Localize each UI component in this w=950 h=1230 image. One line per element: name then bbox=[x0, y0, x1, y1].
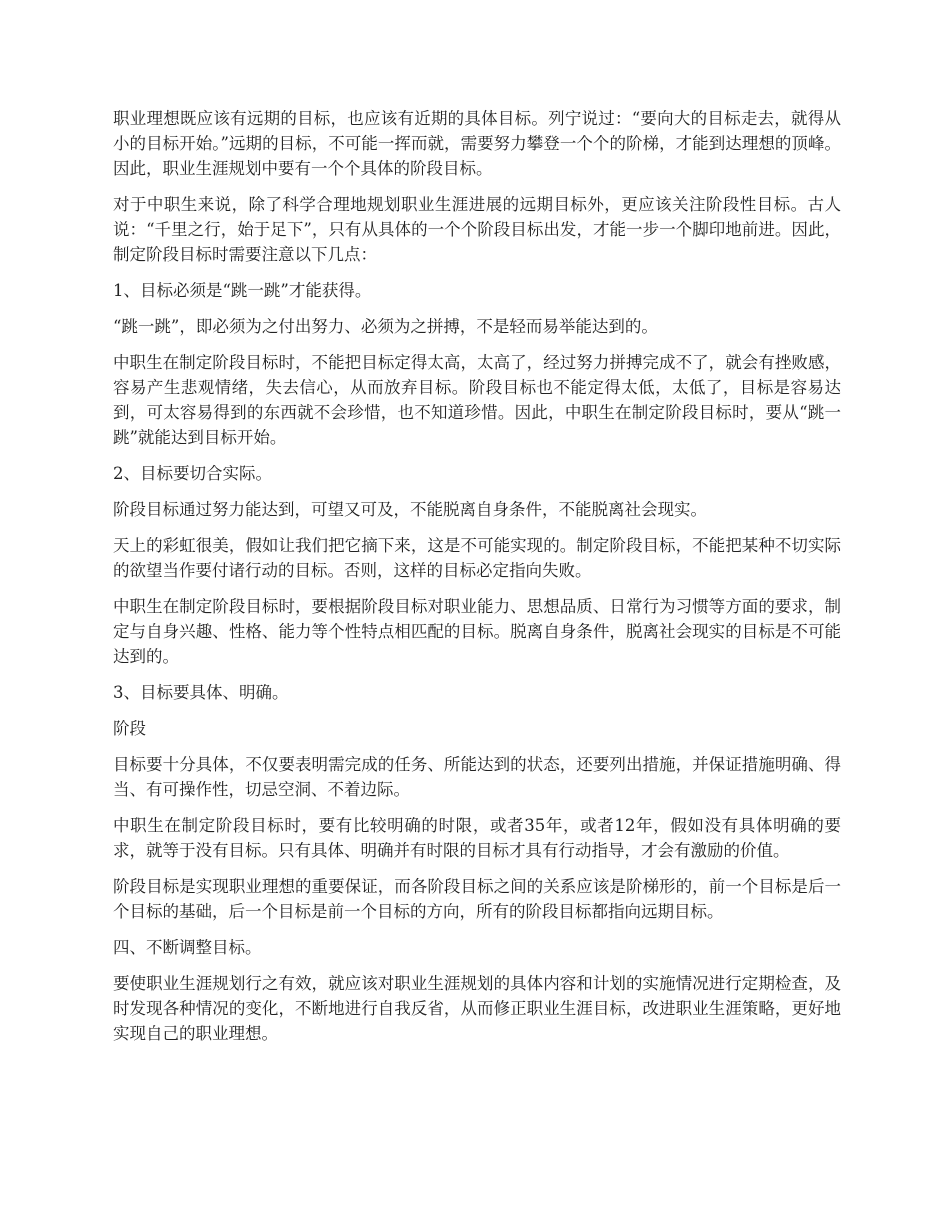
heading-point-4: 四、不断调整目标。 bbox=[113, 938, 262, 957]
paragraph-stage-goals: 对于中职生来说，除了科学合理地规划职业生涯进展的远期目标外，更应该关注阶段性目标。古人说：“千里之行，始于足下”，只有从具体的一个个阶段目标出发，才能一步一个脚印地前进。因此，制定阶段目标时需要注意以下几点： bbox=[113, 195, 841, 264]
heading-point-1: 1、目标必须是“跳一跳”才能获得。 bbox=[113, 281, 372, 300]
paragraph-adjust: 要使职业生涯规划行之有效，就应该对职业生涯规划的具体内容和计划的实施情况进行定期检查，及时发现各种情况的变化，不断地进行自我反省，从而修正职业生涯目标，改进职业生涯策略，更好地实现自己的职业理想。 bbox=[113, 974, 841, 1043]
document-body bbox=[113, 106, 841, 1057]
paragraph-personal-fit: 中职生在制定阶段目标时，要根据阶段目标对职业能力、思想品质、日常行为习惯等方面的要求，制定与自身兴趣、性格、能力等个性特点相匹配的目标。脱离自身条件，脱离社会现实的目标是不可能达到的。 bbox=[113, 597, 841, 666]
paragraph-time-limit: 中职生在制定阶段目标时，要有比较明确的时限，或者35年，或者12年，假如没有具体明确的要求，就等于没有目标。只有具体、明确并有时限的目标才具有行动指导，才会有激励的价值。 bbox=[113, 816, 841, 860]
paragraph-ladder: 阶段目标是实现职业理想的重要保证，而各阶段目标之间的关系应该是阶梯形的，前一个目标是后一个目标的基础，后一个目标是前一个目标的方向，所有的阶段目标都指向远期目标。 bbox=[113, 877, 841, 921]
paragraph-stage-fragment: 阶段 bbox=[113, 719, 146, 738]
heading-point-2: 2、目标要切合实际。 bbox=[113, 464, 272, 483]
paragraph-achievable: 阶段目标通过努力能达到，可望又可及，不能脱离自身条件，不能脱离社会现实。 bbox=[113, 500, 707, 519]
paragraph-intro: 职业理想既应该有远期的目标，也应该有近期的具体目标。列宁说过：“要向大的目标走去，就得从小的目标开始。”远期的目标，不可能一挥而就，需要努力攀登一个个的阶梯，才能到达理想的顶峰。因此，职业生涯规划中要有一个个具体的阶段目标。 bbox=[113, 109, 841, 178]
paragraph-not-too-high: 中职生在制定阶段目标时，不能把目标定得太高，太高了，经过努力拼搏完成不了，就会有挫败感，容易产生悲观情绪，失去信心，从而放弃目标。阶段目标也不能定得太低，太低了，目标是容易达到，可太容易得到的东西就不会珍惜，也不知道珍惜。因此，中职生在制定阶段目标时，要从“跳一跳”就能达到目标开始。 bbox=[113, 353, 841, 447]
paragraph-specific: 目标要十分具体，不仅要表明需完成的任务、所能达到的状态，还要列出措施，并保证措施明确、得当、有可操作性，切忌空洞、不着边际。 bbox=[113, 755, 841, 799]
paragraph-rainbow: 天上的彩虹很美，假如让我们把它摘下来，这是不可能实现的。制定阶段目标，不能把某种不切实际的欲望当作要付诸行动的目标。否则，这样的目标必定指向失败。 bbox=[113, 536, 841, 580]
heading-point-3: 3、目标要具体、明确。 bbox=[113, 683, 289, 702]
paragraph-jump: “跳一跳”，即必须为之付出努力、必须为之拼搏，不是轻而易举能达到的。 bbox=[113, 317, 658, 336]
